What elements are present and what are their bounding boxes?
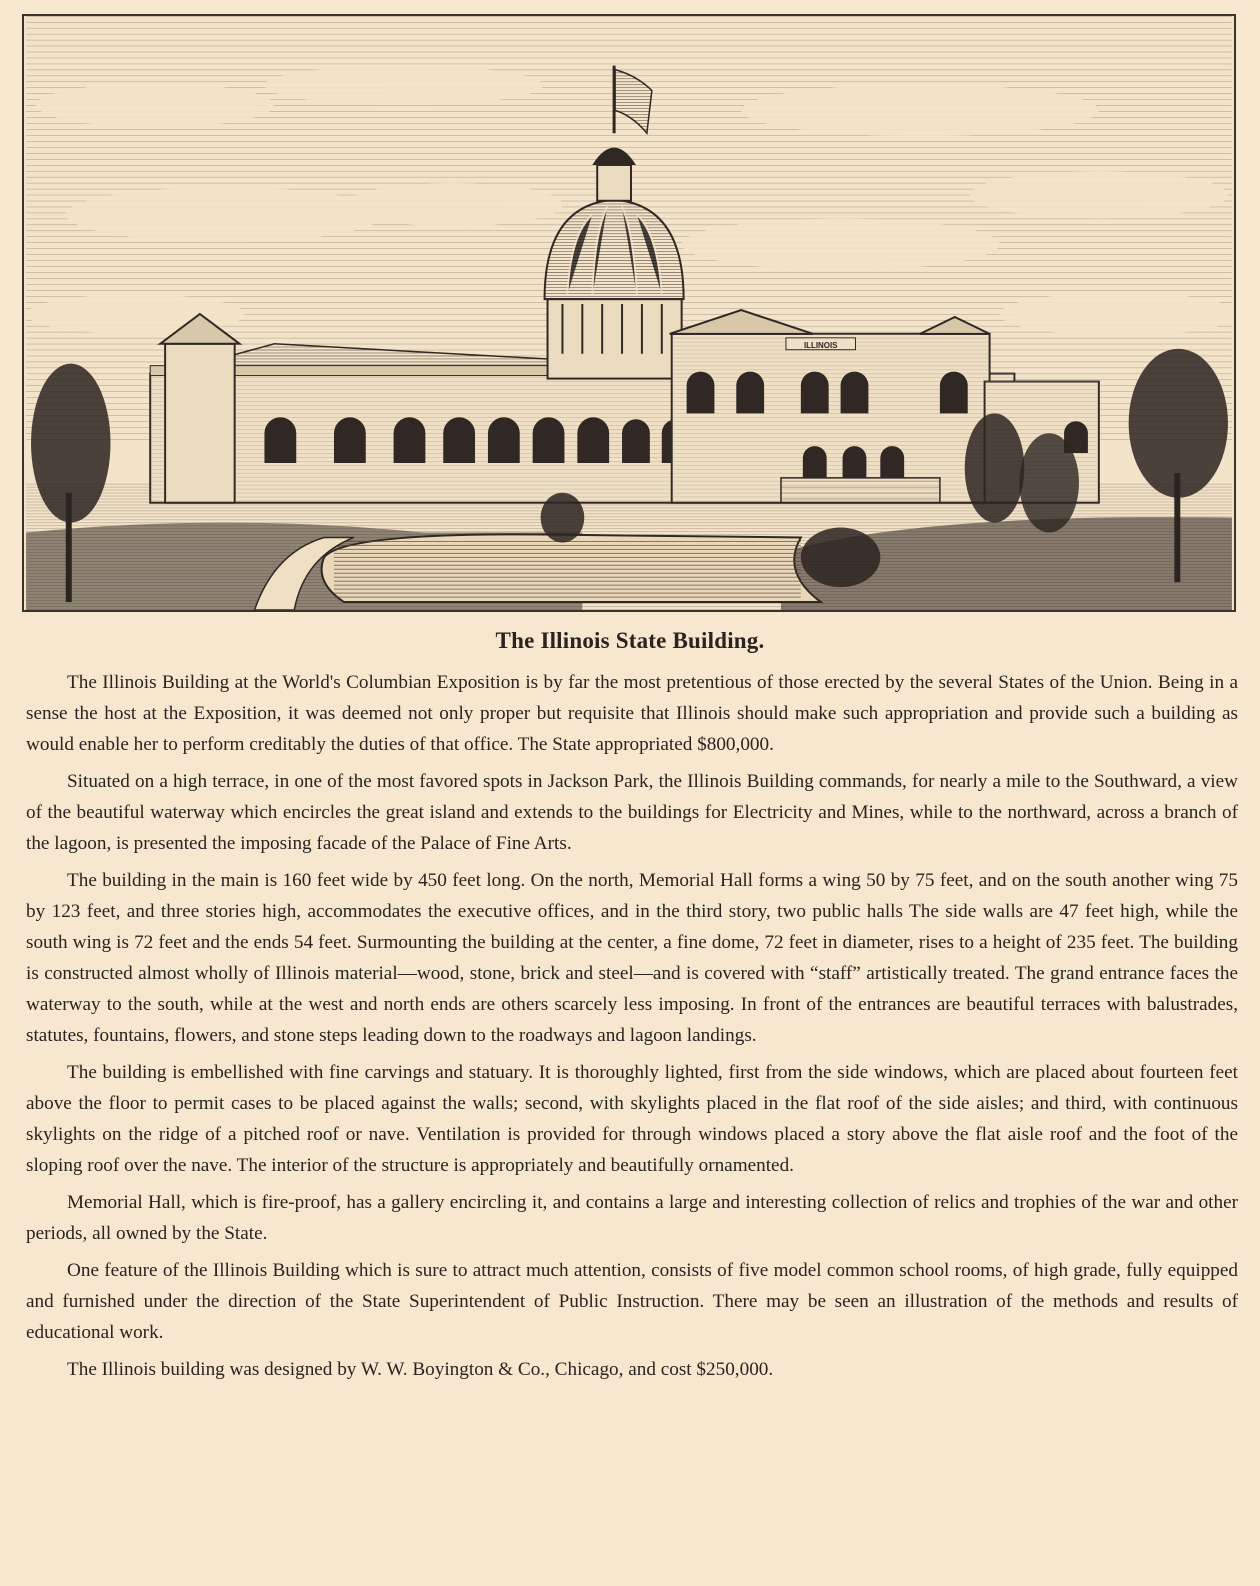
paragraph-5: Memorial Hall, which is fire-proof, has a gallery encircling it, and contains a large and interesting collection of relics and trophies of the war and other periods, all owned by the State. — [26, 1192, 1238, 1244]
paragraph-6: One feature of the Illinois Building which is sure to attract much attention, consists of five model common school rooms, of high grade, fully equipped and furnished under the direction of the State Superintendent of Public Instruction. There may be seen an illustration of the methods and results of educational work. — [26, 1260, 1238, 1343]
building-engraving — [22, 14, 1236, 612]
article-body — [26, 667, 1238, 1391]
paragraph-4: The building is embellished with fine carvings and statuary. It is thoroughly lighted, first from the side windows, which are placed about fourteen feet above the floor to permit cases to be placed against the walls; second, with skylights placed in the flat roof of the side aisles; and third, with continuous skylights on the ridge of a pitched roof or nave. Ventilation is provided for through windows placed a story above the flat aisle roof and the foot of the sloping roof over the nave. The interior of the structure is appropriately and beautifully ornamented. — [26, 1062, 1238, 1176]
illinois-building-illustration — [24, 16, 1234, 610]
paragraph-3: The building in the main is 160 feet wide by 450 feet long. On the north, Memorial Hall forms a wing 50 by 75 feet, and on the south another wing 75 by 123 feet, and three stories high, accommodates the executive offices, and in the third story, two public halls The side walls are 47 feet high, while the south wing is 72 feet and the ends 54 feet. Surmounting the building at the center, a fine dome, 72 feet in diameter, rises to a height of 235 feet. The building is constructed almost wholly of Illinois material—wood, stone, brick and steel—and is covered with “staff” artistically treated. The grand entrance faces the waterway to the south, while at the west and north ends are others scarcely less imposing. In front of the entrances are beautiful terraces with balustrades, statutes, fountains, flowers, and stone steps leading down to the roadways and lagoon landings. — [26, 870, 1238, 1046]
paragraph-7: The Illinois building was designed by W. W. Boyington & Co., Chicago, and cost $250,000. — [67, 1359, 774, 1380]
paragraph-2: Situated on a high terrace, in one of the most favored spots in Jackson Park, the Illinois Building commands, for nearly a mile to the Southward, a view of the beautiful waterway which encircles the great island and extends to the buildings for Electricity and Mines, while to the northward, across a branch of the lagoon, is presented the imposing facade of the Palace of Fine Arts. — [26, 771, 1238, 854]
illustration-caption: The Illinois State Building. — [495, 628, 765, 653]
building-sign: ILLINOIS — [803, 340, 838, 350]
paragraph-1: The Illinois Building at the World's Columbian Exposition is by far the most pretentious of those erected by the several States of the Union. Being in a sense the host at the Exposition, it was deemed not only proper but requisite that Illinois should make such appropriation and provide such a building as would enable her to perform creditably the duties of that office. The State appropriated $800,000. — [26, 672, 1238, 755]
